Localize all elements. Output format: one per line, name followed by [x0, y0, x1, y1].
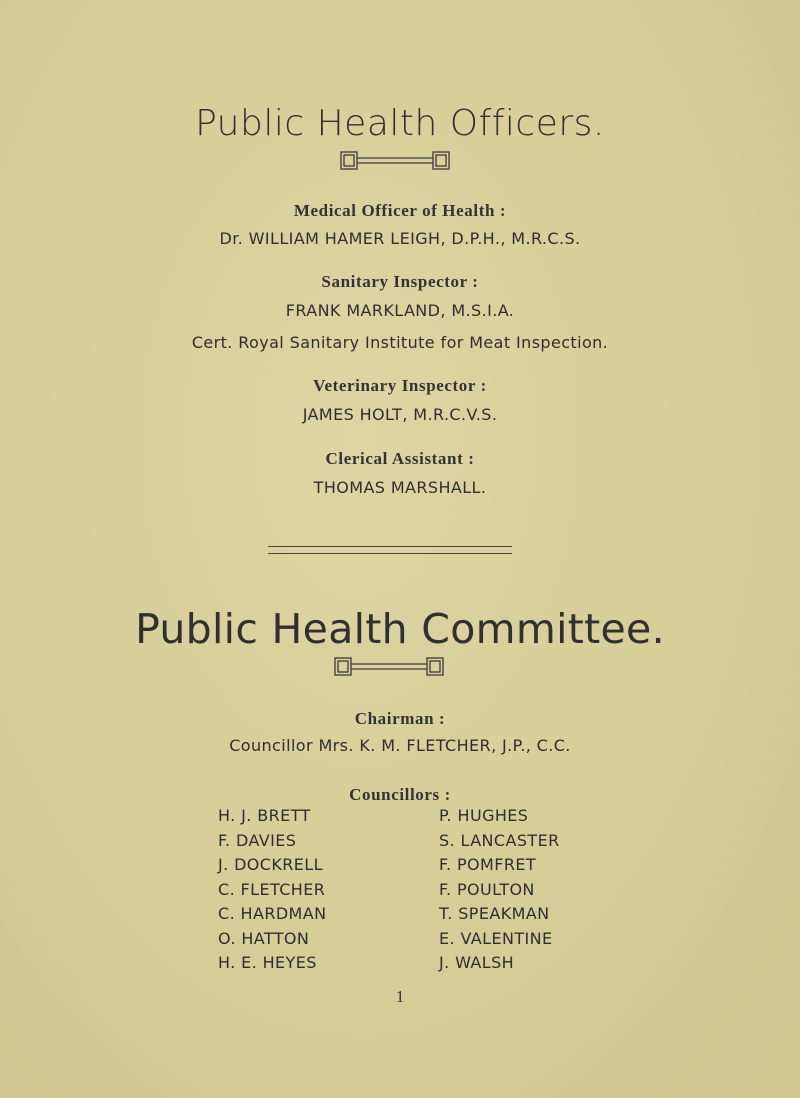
- councillor-name: T. SPEAKMAN: [439, 904, 550, 923]
- councillor-name: H. J. BRETT: [218, 806, 311, 825]
- councillor-name: J. DOCKRELL: [218, 855, 323, 874]
- committee-title: Public Health Committee.: [135, 605, 665, 653]
- councillor-name: P. HUGHES: [439, 806, 529, 825]
- councillor-name: F. POULTON: [439, 879, 535, 899]
- veterinary-inspector-name: JAMES HOLT, M.R.C.V.S.: [302, 405, 498, 424]
- councillor-name: C. FLETCHER: [218, 879, 326, 899]
- chairman-name: Councillor Mrs. K. M. FLETCHER, J.P., C.C.: [229, 736, 571, 755]
- councillor-name: C. HARDMAN: [218, 904, 327, 923]
- sanitary-inspector-role: Sanitary Inspector :: [321, 272, 479, 291]
- ornament-divider: [334, 656, 444, 678]
- councillor-name: O. HATTON: [218, 928, 310, 948]
- councillors-left-column: [218, 804, 326, 976]
- councillor-name: F. POMFRET: [439, 855, 537, 874]
- councillors-right-column: [439, 804, 560, 976]
- clerical-assistant-name: THOMAS MARSHALL.: [313, 478, 487, 497]
- clerical-assistant-role: Clerical Assistant :: [325, 449, 475, 468]
- sanitary-inspector-name: FRANK MARKLAND, M.S.I.A.: [285, 301, 515, 320]
- chairman-role: Chairman :: [354, 709, 446, 728]
- section-divider: [268, 546, 512, 554]
- page-number: 1: [395, 987, 405, 1006]
- ornament-divider: [340, 150, 450, 172]
- councillor-name: H. E. HEYES: [218, 953, 317, 972]
- sanitary-inspector-cert: Cert. Royal Sanitary Institute for Meat Inspection.: [191, 333, 609, 352]
- medical-officer-role: Medical Officer of Health :: [293, 201, 507, 220]
- councillor-name: F. DAVIES: [218, 830, 297, 850]
- councillor-name: S. LANCASTER: [439, 830, 560, 850]
- veterinary-inspector-role: Veterinary Inspector :: [313, 376, 487, 395]
- officers-title: Public Health Officers.: [195, 103, 605, 144]
- medical-officer-name: Dr. WILLIAM HAMER LEIGH, D.P.H., M.R.C.S.: [219, 229, 581, 248]
- councillor-name: J. WALSH: [439, 953, 515, 972]
- councillor-name: E. VALENTINE: [439, 928, 553, 948]
- councillors-label: Councillors :: [349, 785, 451, 804]
